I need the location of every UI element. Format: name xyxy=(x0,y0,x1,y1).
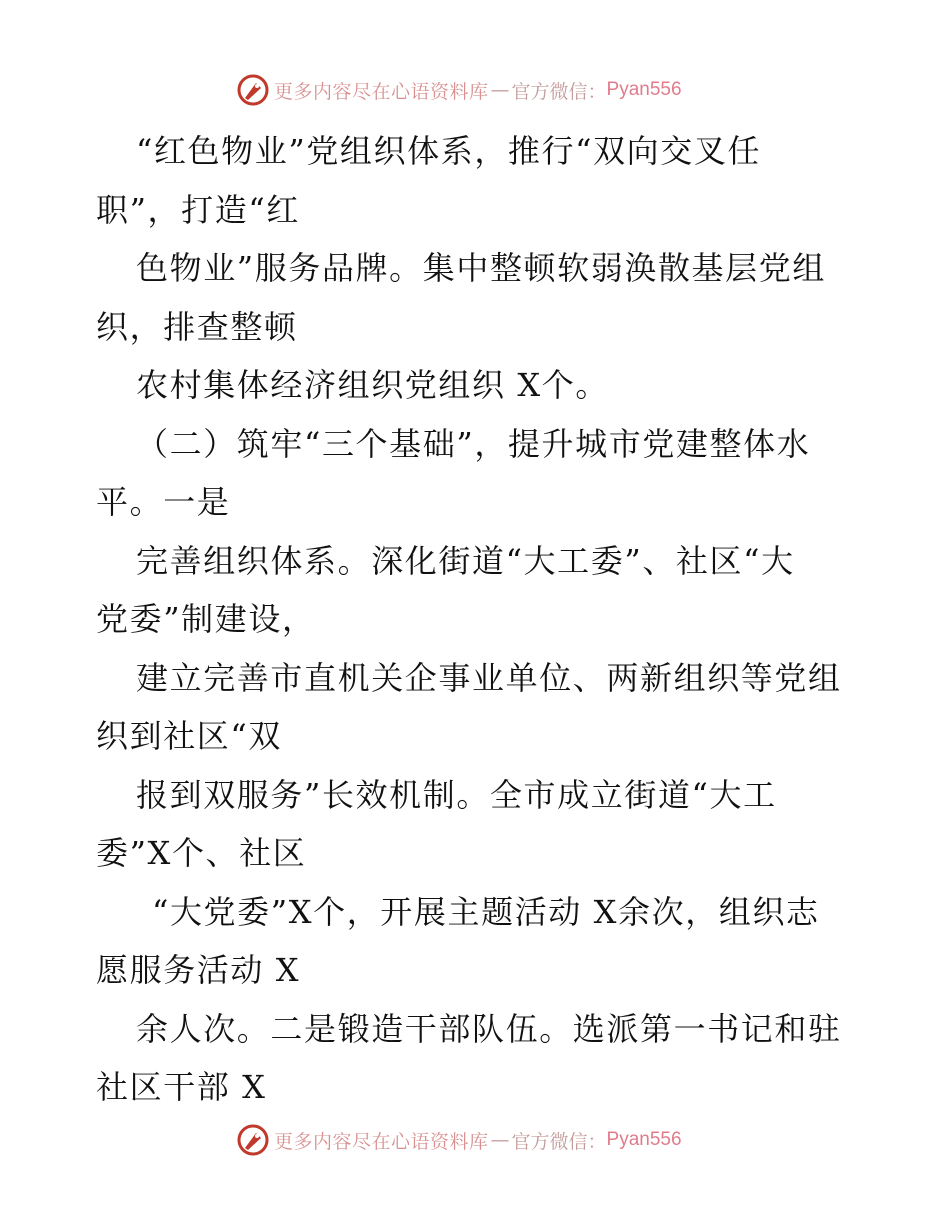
text-line: 报到双服务”长效机制。全市成立街道“大工 xyxy=(136,775,777,814)
text-line: 平。一是 xyxy=(96,483,231,521)
text-line: 色物业”服务品牌。集中整顿软弱涣散基层党组 xyxy=(136,249,826,287)
pen-nib-circle-icon xyxy=(236,73,270,107)
watermark-brand-text: 更多内容尽在心语资料库 xyxy=(274,1130,489,1153)
text-line: 建立完善市直机关企事业单位、两新组织等党组 xyxy=(136,658,842,697)
text-line: “红色物业”党组织体系，推行“双向交叉任 xyxy=(136,132,762,170)
pen-nib-circle-icon xyxy=(236,1123,270,1157)
text-line: 农村集体经济组织党组织 X个。 xyxy=(136,366,609,404)
text-line: 愿服务活动 X xyxy=(96,951,301,989)
text-line: 织，排查整顿 xyxy=(96,307,298,346)
text-line: 余人次。二是锻造干部队伍。选派第一书记和驻 xyxy=(136,1009,842,1048)
footer-watermark xyxy=(236,1122,756,1158)
text-line: 织到社区“双 xyxy=(96,717,282,755)
text-line: 委”X个、社区 xyxy=(96,834,307,872)
watermark-wechat-id: Pyan556 xyxy=(606,1129,682,1150)
text-line: 职”，打造“红 xyxy=(96,190,300,229)
watermark-wechat-label: 官方微信： xyxy=(511,1130,607,1153)
body-text xyxy=(96,122,856,1117)
watermark-wechat-id: Pyan556 xyxy=(606,79,682,100)
text-line: （二）筑牢“三个基础”，提升城市党建整体水 xyxy=(136,424,811,463)
text-line: “大党委”X个，开展主题活动 X余次，组织志 xyxy=(152,892,820,931)
watermark-separator: — xyxy=(490,79,510,101)
text-line: 党委”制建设， xyxy=(96,600,316,638)
header-watermark xyxy=(236,72,756,108)
text-line: 社区干部 X xyxy=(96,1068,267,1106)
watermark-brand-text: 更多内容尽在心语资料库 xyxy=(274,80,489,103)
text-line: 完善组织体系。深化街道“大工委”、社区“大 xyxy=(136,541,795,580)
watermark-wechat-label: 官方微信： xyxy=(511,80,607,103)
watermark-separator: — xyxy=(490,1129,510,1151)
